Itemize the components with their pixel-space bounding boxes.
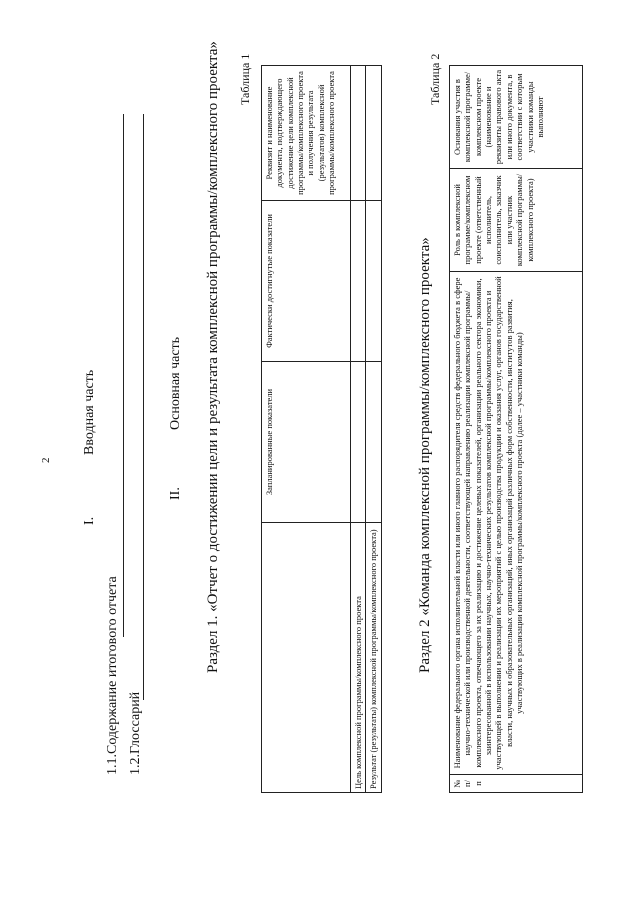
table-cell	[366, 66, 381, 201]
section-heading-introduction	[82, 370, 98, 525]
table-2-caption: Таблица 2	[428, 53, 442, 105]
section-1-title: Раздел 1. «Отчет о достижении цели и результата комплексной программы/комплексного проекта»	[205, 41, 221, 673]
table-header-cell: Наименование федерального органа исполнительной власти или иного главного распорядителя средств федерального бюджета в сфере научно-технической или производственной деятельности, соответствующей направлению реализации комплексной программы/комплексного проекта, отвечающего за их реализацию и достижение целевых показателей, организации реального сектора экономики, заинтересованной в использовании научных, научно-технических результатов комплексной программы/комплексного проекта и участвующей в выполнении и реализации их мероприятий с целью производства продукции и оказания услуг, органов государственной власти, научных и образовательных организаций, иных организаций различных форм собственности, институтов развития, участвующих в реализации комплексной программы/комплексного проекта (далее – участники команды)	[450, 272, 583, 775]
table-cell	[366, 201, 381, 362]
team-table	[449, 65, 583, 793]
table-cell	[366, 362, 381, 523]
table-header-cell: Роль в комплексной программе/комплексном проекте (ответственный исполнитель, соисполнитель, заказчик или участник комплексной программы/комплексного проекта)	[450, 169, 583, 272]
table-header-cell: Фактически достигнутые показатели	[262, 201, 351, 362]
table-row-label: Цель комплексной программы/комплексного проекта	[351, 523, 366, 793]
goal-achievement-table	[261, 65, 382, 793]
table-row	[351, 66, 366, 793]
table-header-cell: Запланированные показатели	[262, 362, 351, 523]
table-header-cell	[262, 523, 351, 793]
section-number: II.	[168, 487, 183, 500]
table-1-caption: Таблица 1	[238, 53, 252, 105]
table-row	[366, 66, 381, 793]
table-cell	[351, 66, 366, 201]
toc-item-contents: 1.1.Содержание итогового отчета	[105, 576, 120, 775]
table-row-label: Результат (результаты) комплексной программы/комплексного проекта)	[366, 523, 381, 793]
table-header-cell: Реквизит и наименование документа, подтверждающего достижение цели комплексной программы/комплексного проекта и получения результата (результатов) комплексной программы/комплексного проекта	[262, 66, 351, 201]
section-number: I.	[82, 516, 97, 525]
table-header-row	[450, 66, 583, 793]
fill-line	[143, 114, 144, 700]
page-number: 2	[40, 457, 52, 463]
fill-line	[123, 114, 124, 637]
table-header-cell: Основания участия в комплексной программе/комплексном проекте (наименование и реквизиты правового акта или иного документа, в соответствии с которым участники команды выполняют	[450, 66, 583, 169]
section-title: Основная часть	[168, 336, 183, 430]
section-2-title: Раздел 2 «Команда комплексной программы/комплексного проекта»	[417, 237, 433, 673]
section-title: Вводная часть	[82, 369, 97, 455]
table-header-cell: № п/п	[450, 775, 583, 793]
table-cell	[351, 201, 366, 362]
section-heading-main	[168, 337, 184, 500]
toc-item-glossary: 1.2.Глоссарий	[128, 691, 143, 775]
table-cell	[351, 362, 366, 523]
table-header-row	[262, 66, 351, 793]
